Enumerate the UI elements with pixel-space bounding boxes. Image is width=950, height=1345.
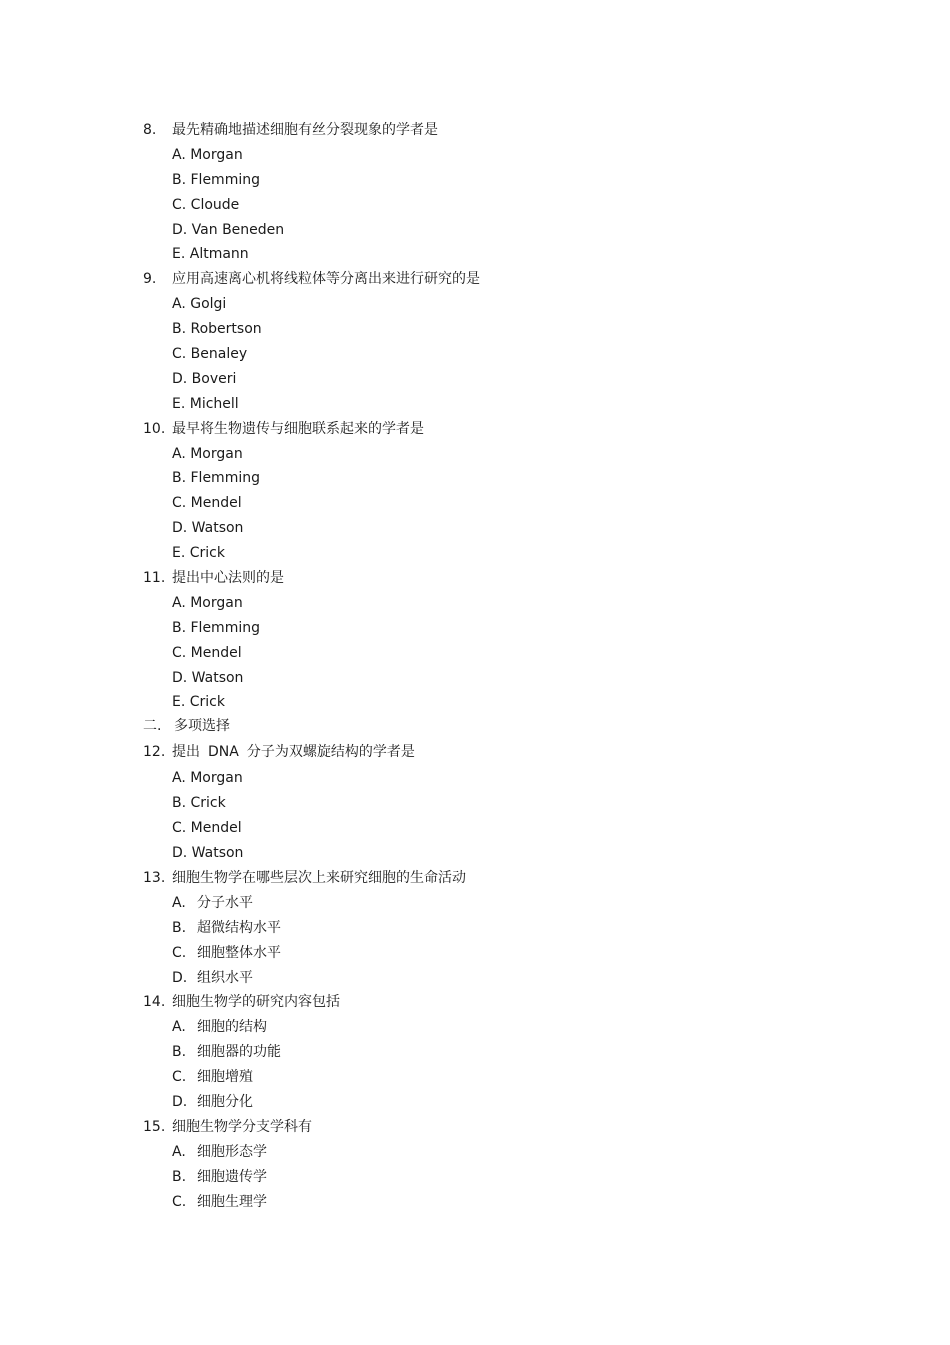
question-8 (0, 118, 950, 143)
question-number: 13. (143, 869, 166, 886)
question-11 (0, 566, 950, 591)
option: C. Mendel (172, 644, 242, 661)
option (0, 1165, 950, 1190)
question-text-part: 分子为双螺旋结构的学者是 (246, 744, 415, 761)
question-text-part: 提出 (172, 744, 200, 761)
option: A. Morgan (172, 594, 243, 611)
option: A. Golgi (172, 296, 227, 313)
question-number: 14. (143, 994, 166, 1011)
document-page (0, 118, 950, 1214)
option (0, 1140, 950, 1165)
option: E. Crick (172, 694, 225, 711)
question-text: 应用高速离心机将线粒体等分离出来进行研究的是 (172, 271, 480, 288)
question-text: 提出中心法则的是 (172, 570, 284, 587)
question-text: 细胞生物学分支学科有 (172, 1118, 312, 1135)
section-title: 多项选择 (174, 718, 230, 735)
option: B. Robertson (172, 321, 262, 338)
question-number: 8. (143, 122, 157, 138)
option (0, 941, 950, 966)
option: A. Morgan (172, 146, 243, 163)
option (0, 966, 950, 991)
option: D. Watson (172, 669, 244, 686)
option: E. Michell (172, 395, 239, 412)
option (0, 1090, 950, 1115)
option-text: 细胞形态学 (197, 1143, 267, 1160)
option (0, 1190, 950, 1215)
option-letter: A. (172, 1019, 186, 1036)
option-letter: D. (172, 969, 188, 986)
option (0, 1040, 950, 1065)
option-text: 细胞分化 (197, 1093, 253, 1110)
option-text: 细胞增殖 (197, 1069, 253, 1086)
question-number: 11. (143, 570, 166, 587)
option: E. Altmann (172, 246, 249, 263)
option (0, 1065, 950, 1090)
option: C. Benaley (172, 346, 248, 363)
question-13 (0, 866, 950, 891)
option-letter: A. (172, 894, 186, 911)
question-12 (0, 739, 950, 766)
option: B. Flemming (172, 470, 260, 487)
option-text: 细胞器的功能 (197, 1044, 281, 1061)
option: C. Cloude (172, 196, 240, 213)
option-letter: B. (172, 1168, 187, 1185)
option-letter: D. (172, 1093, 188, 1110)
question-text: 细胞生物学在哪些层次上来研究细胞的生命活动 (172, 869, 466, 886)
option (0, 891, 950, 916)
option-text: 细胞遗传学 (197, 1168, 267, 1185)
option-letter: C. (172, 944, 187, 961)
option-text: 组织水平 (197, 969, 253, 986)
question-15 (0, 1115, 950, 1140)
question-text: 细胞生物学的研究内容包括 (172, 994, 340, 1011)
section-heading (0, 715, 950, 737)
option-letter: B. (172, 1044, 187, 1061)
option: D. Van Beneden (172, 221, 285, 238)
option: B. Crick (172, 795, 226, 812)
question-10 (0, 417, 950, 442)
question-number: 15. (143, 1118, 166, 1135)
question-9 (0, 267, 950, 292)
option-text: 超微结构水平 (197, 919, 281, 936)
option: A. Morgan (172, 770, 243, 787)
option-letter: C. (172, 1193, 187, 1210)
option-text: 细胞整体水平 (197, 944, 281, 961)
question-number: 12. (143, 744, 166, 761)
question-number: 10. (143, 420, 166, 437)
option: C. Mendel (172, 495, 242, 512)
option-text: 细胞的结构 (197, 1019, 267, 1036)
option: B. Flemming (172, 171, 260, 188)
option: E. Crick (172, 545, 225, 562)
question-text: 最先精确地描述细胞有丝分裂现象的学者是 (172, 122, 438, 138)
option: A. Morgan (172, 445, 243, 462)
question-text-part: DNA (208, 744, 239, 761)
question-number: 9. (143, 271, 157, 288)
question-text: 最早将生物遗传与细胞联系起来的学者是 (172, 420, 424, 437)
option: D. Boveri (172, 370, 237, 387)
section-number: 二. (143, 718, 162, 735)
option-letter: B. (172, 919, 187, 936)
option-text: 分子水平 (197, 894, 253, 911)
option (0, 916, 950, 941)
option: D. Watson (172, 520, 244, 537)
option-text: 细胞生理学 (197, 1193, 267, 1210)
question-14 (0, 990, 950, 1015)
option-letter: C. (172, 1069, 187, 1086)
option-letter: A. (172, 1143, 186, 1160)
option: B. Flemming (172, 619, 260, 636)
option (0, 1015, 950, 1040)
option: D. Watson (172, 845, 244, 862)
option: C. Mendel (172, 820, 242, 837)
